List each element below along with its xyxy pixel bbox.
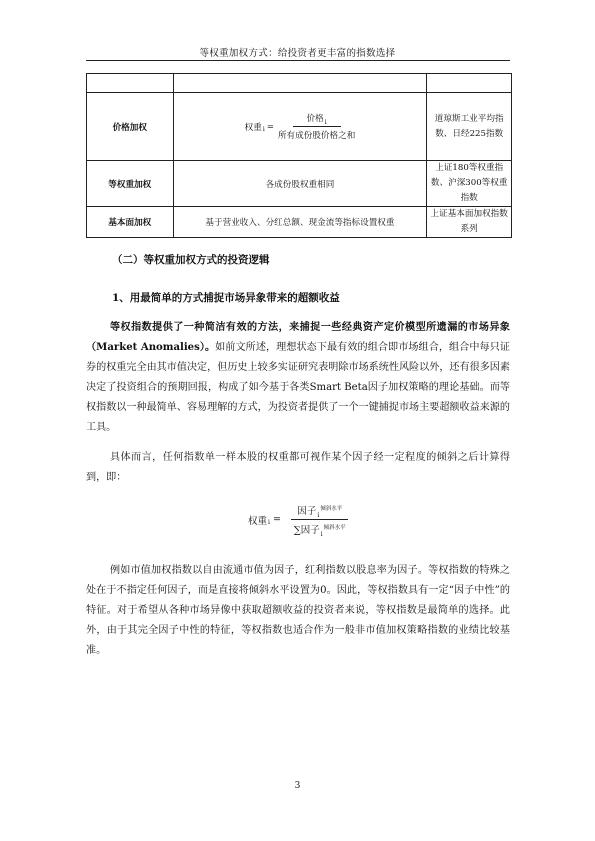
table-row <box>87 161 512 207</box>
paragraph-market-anomalies <box>86 318 510 438</box>
table-row <box>87 93 512 161</box>
formula-numerator <box>291 503 348 520</box>
numerator-text: 价格 <box>306 114 324 124</box>
table-cell-rule-formula <box>173 93 427 161</box>
formula-lhs: 权重 <box>248 515 268 527</box>
formula-fraction <box>278 112 355 141</box>
paragraph-lead-bold: 等权指数提供了一种简洁有效的方法，来捕捉一些经典资产定价模型所遗漏的市场异象（Market Anomalies）。 <box>86 322 510 353</box>
paragraph-weight-intro: 具体而言，任何指数单一样本股的权重都可视作某个因子经一定程度的倾斜之后计算得到，即： <box>86 452 510 483</box>
formula-fraction <box>288 503 352 536</box>
paragraph-factor-neutral: 例如市值加权指数以自由流通市值为因子，红利指数以股息率为因子。等权指数的特殊之处在于不指定任何因子，而是直接将倾斜水平设置为0。因此，等权指数具有一定“因子中性”的特征。对于希望从各种市场异像中获取超额收益的投资者来说，等权指数是最简单的选择。此外，由于其完全因子中性的特征，等权指数也适合作为一般非市值加权策略指数的业绩比较基准。 <box>86 565 510 656</box>
table-cell-examples: 道琼斯工业平均指数、日经225指数 <box>427 93 512 161</box>
page-number: 3 <box>294 781 301 791</box>
numerator-text: 因子 <box>297 506 317 517</box>
price-weight-formula <box>245 112 356 141</box>
formula-denominator: 所有成份股价格之和 <box>277 131 356 141</box>
denominator-text: 因子 <box>300 525 320 536</box>
table-cell-method: 等权重加权 <box>87 161 174 207</box>
header-rule <box>86 60 510 61</box>
formula-lhs-subscript: i <box>262 126 265 133</box>
formula-equals: = <box>266 121 274 132</box>
table-cell-examples: 上证基本面加权指数系列 <box>427 207 512 238</box>
denominator-superscript: 倾斜水平 <box>323 525 346 531</box>
numerator-subscript: i <box>324 119 327 126</box>
table-row <box>87 207 512 238</box>
table-cell-examples: 上证180等权重指数、沪深300等权重指数 <box>427 161 512 207</box>
factor-weight-formula <box>248 503 352 536</box>
formula-lhs: 权重 <box>244 122 262 133</box>
weighting-methods-table <box>86 73 512 238</box>
formula-denominator <box>288 520 352 536</box>
table-cell-method: 基本面加权 <box>87 207 174 238</box>
formula-equals: = <box>272 514 281 525</box>
paragraph-body: 如前文所述，理想状态下最有效的组合即市场组合，组合中每只证券的权重完全由其市值决定，但历史上较多实证研究表明除市场系统性风险以外，还有很多因素决定了投资组合的预期回报，构成了如今基于各类Smart Beta因子加权策略的理论基础。而等权指数以一种最简单、容易理解的方式，为投资者提供了一个一键捕捉市场主要超额收益来源的工具。 <box>86 342 510 433</box>
section-heading: （二）等权重加权方式的投资逻辑 <box>112 254 270 266</box>
running-header: 等权重加权方式：给投资者更丰富的指数选择 <box>199 48 396 59</box>
subsection-heading: 1、用最简单的方式捕捉市场异象带来的超额收益 <box>112 292 340 304</box>
table-cell-rule: 基于营业收入、分红总额、现金流等指标设置权重 <box>173 207 427 238</box>
table-cell-method: 价格加权 <box>87 93 174 161</box>
formula-numerator <box>293 112 341 127</box>
sum-symbol: ∑ <box>293 525 301 536</box>
denominator-subscript: i <box>320 531 323 538</box>
numerator-subscript: i <box>317 512 320 519</box>
formula-lhs-subscript: i <box>268 519 270 526</box>
table-cell-rule <box>173 74 427 93</box>
table-cell-method <box>87 74 174 93</box>
table-cell-rule: 各成份股权重相同 <box>173 161 427 207</box>
table-cell-examples <box>427 74 512 93</box>
numerator-superscript: 倾斜水平 <box>320 506 343 512</box>
table-row <box>87 74 512 93</box>
